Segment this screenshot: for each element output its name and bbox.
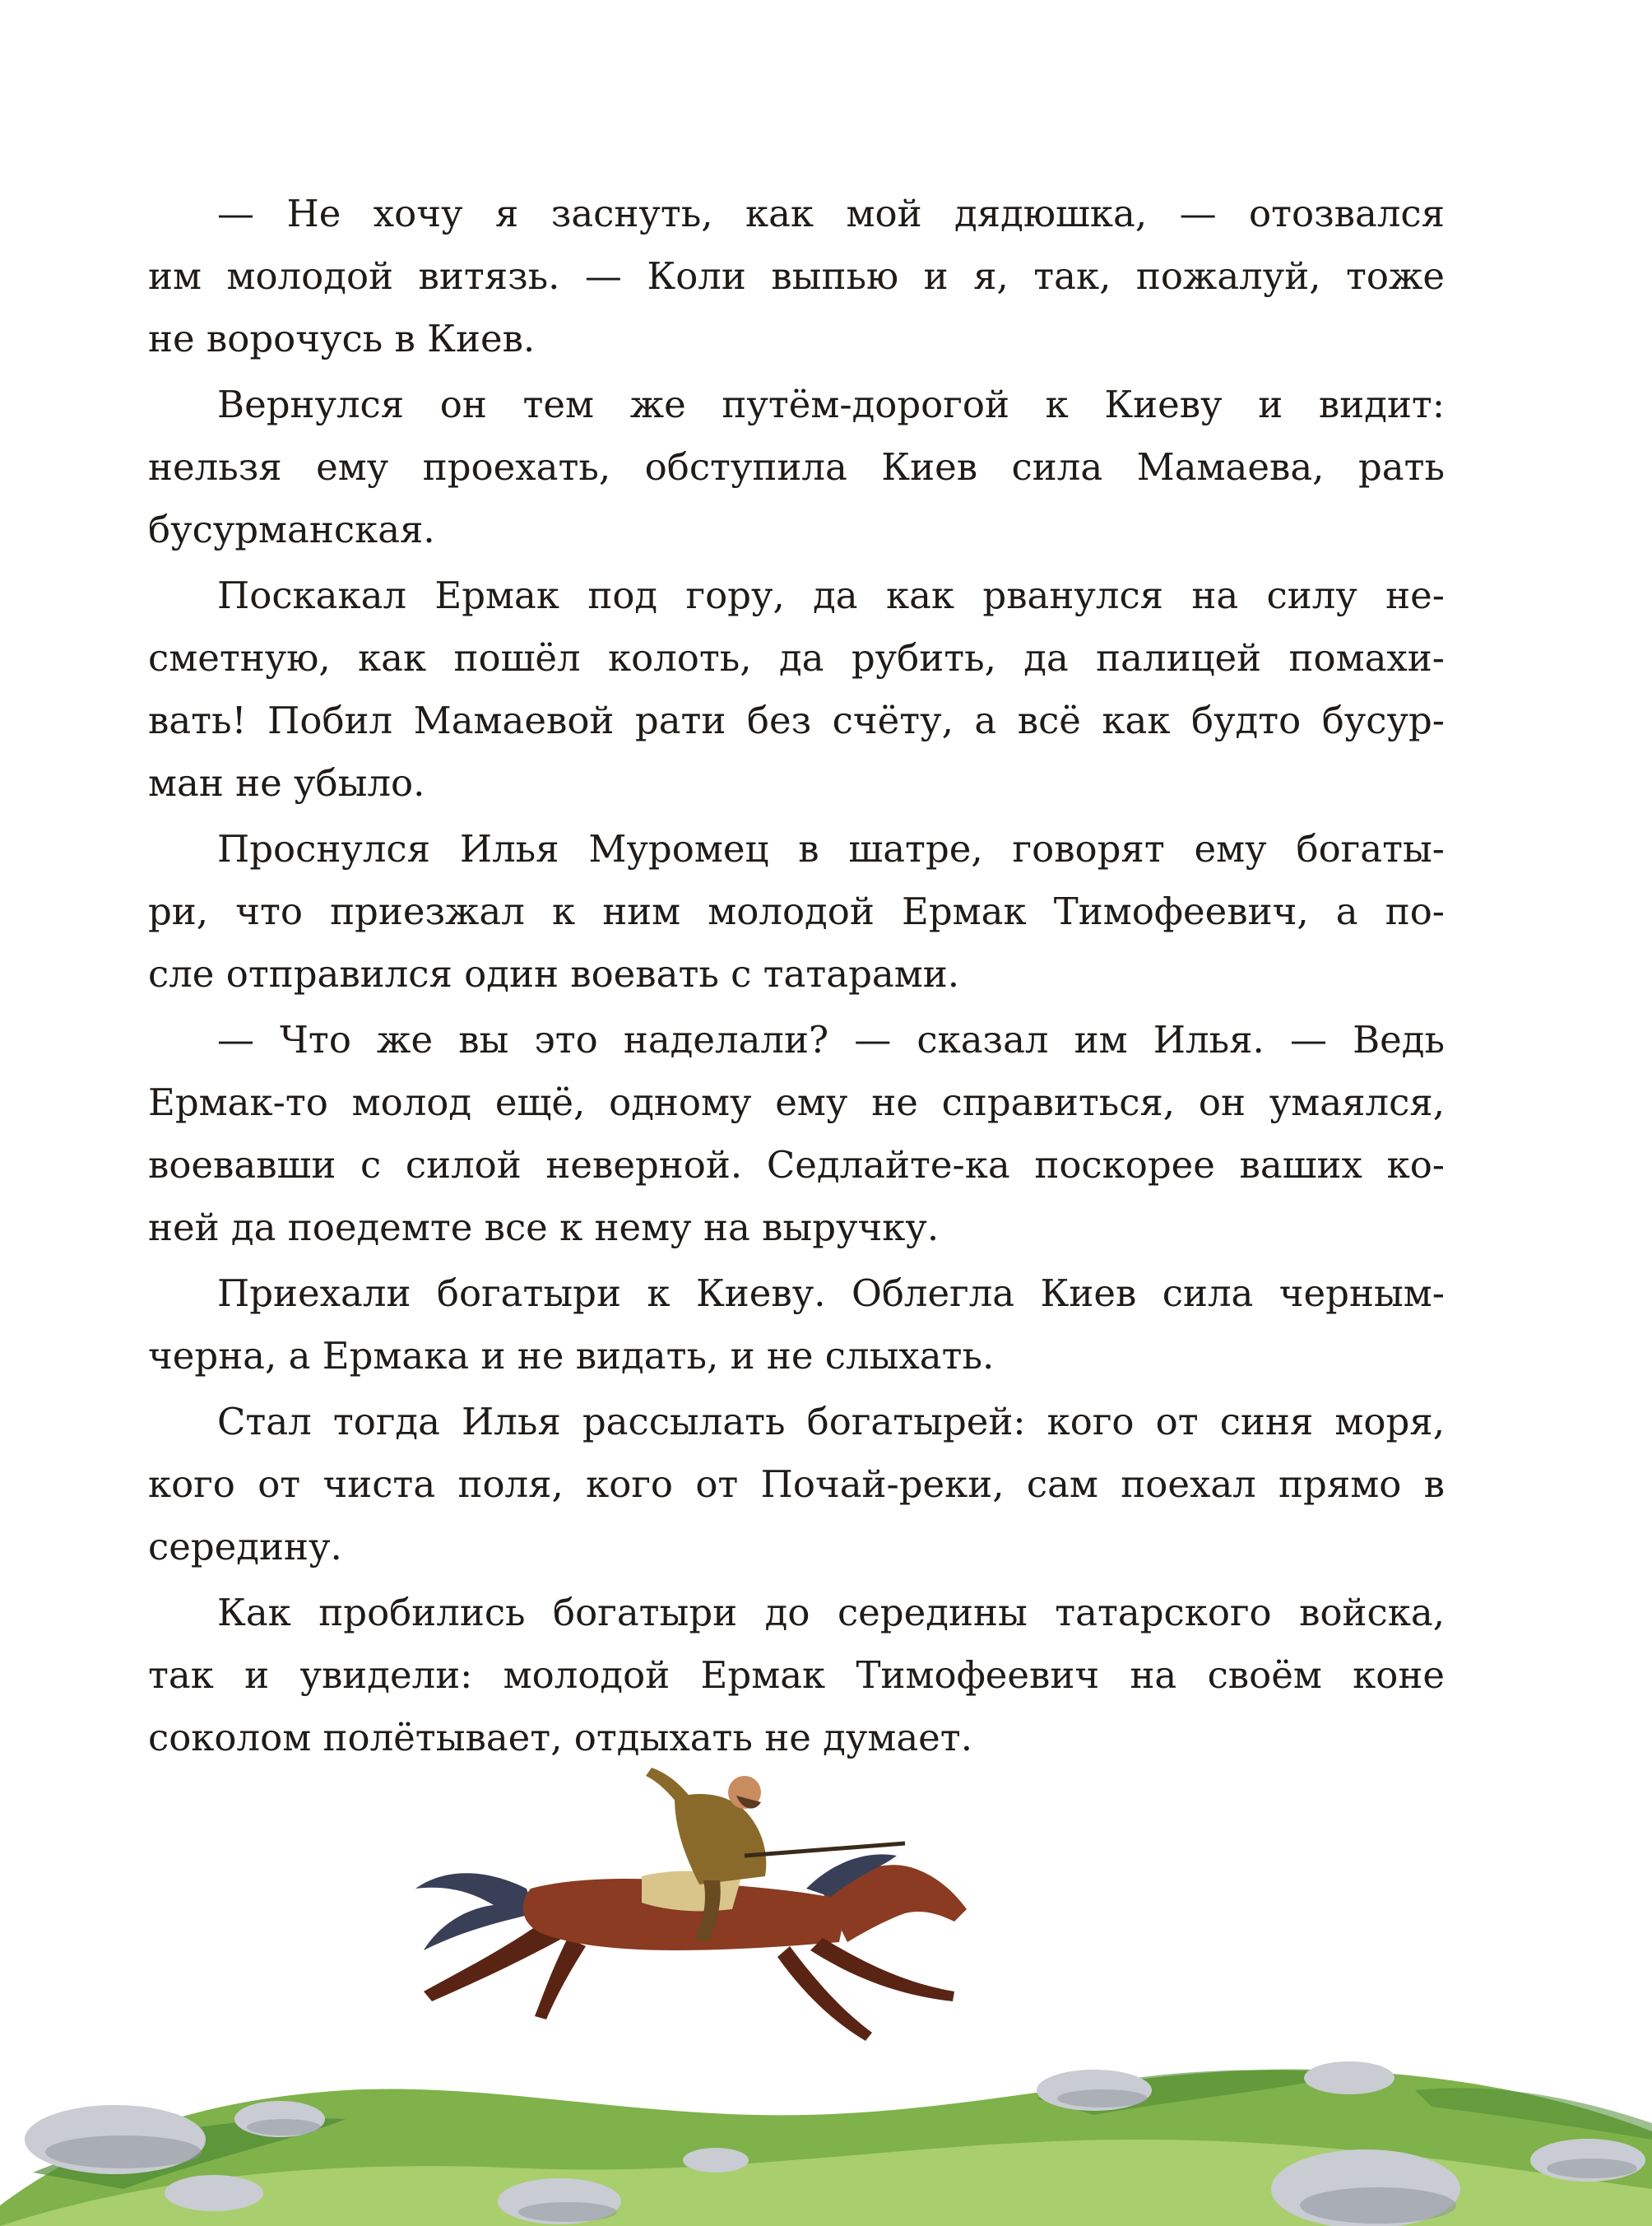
text-line: бусурманская. (148, 508, 435, 551)
horse-hind-leg (535, 1938, 586, 2019)
rock-icon (1271, 2149, 1460, 2226)
text-line: Вернулся он тем же путём-дорогой к Киеву и видит: (217, 383, 1445, 426)
paragraph-4 (148, 818, 1445, 1006)
rider-illustration (0, 1745, 1652, 2226)
text-line: кого от чиста поля, кого от Почай-реки, сам поехал прямо в (148, 1462, 1445, 1506)
paragraph-8 (148, 1582, 1445, 1769)
text-line: не ворочусь в Киев. (148, 317, 536, 360)
text-line: ней да поедемте все к нему на выручку. (148, 1206, 940, 1249)
text-line: Как пробились богатыри до середины татарского войска, (217, 1591, 1445, 1634)
paragraph-7 (148, 1391, 1445, 1578)
text-line: Проснулся Илья Муромец в шатре, говорят ему богаты- (217, 827, 1445, 871)
text-line: — Не хочу я заснуть, как мой дядюшка, — отозвался (217, 192, 1445, 235)
text-line: середину. (148, 1525, 342, 1568)
text-line: Приехали богатыри к Киеву. Облегла Киев сила черным- (217, 1271, 1445, 1315)
rock-icon (1037, 2070, 1152, 2111)
text-line: сметную, как пошёл колоть, да рубить, да палицей помахи- (148, 636, 1445, 680)
text-line: вать! Побил Мамаевой рати без счёту, а всё как будто бусур- (148, 699, 1445, 742)
paragraph-1 (148, 183, 1445, 370)
paragraph-6 (148, 1262, 1445, 1387)
text-line: ри, что приезжал к ним молодой Ермак Тимофеевич, а по- (148, 890, 1445, 933)
text-line: ман не убыло. (148, 761, 425, 805)
rock-icon (165, 2175, 263, 2211)
text-line: соколом полётывает, отдыхать не думает. (148, 1716, 972, 1759)
rock-icon (1530, 2139, 1645, 2182)
horse-rider-icon (415, 1768, 967, 2041)
rock-icon (234, 2101, 325, 2137)
rock-icon (25, 2105, 206, 2174)
rider-arm (646, 1768, 695, 1810)
rock-icon (683, 2148, 749, 2173)
story-text (148, 183, 1445, 1773)
text-line: сле отправился один воевать с татарами. (148, 952, 960, 996)
rock-icon (498, 2178, 621, 2224)
text-line: нельзя ему проехать, обступила Киев сила Мамаева, рать (148, 445, 1445, 489)
text-line: — Что же вы это наделали? — сказал им Илья. — Ведь (217, 1018, 1445, 1062)
paragraph-3 (148, 565, 1445, 815)
text-line: черна, а Ермака и не видать, и не слыхать. (148, 1334, 995, 1378)
text-line: Поскакал Ермак под гору, да как рванулся на силу не- (217, 574, 1445, 617)
text-line: воевавши с силой неверной. Седлайте-ка поскорее ваших ко- (148, 1143, 1445, 1187)
rock-icon (1304, 2061, 1394, 2094)
horse-front-leg (810, 1938, 954, 2001)
text-line: так и увидели: молодой Ермак Тимофеевич на своём коне (148, 1653, 1445, 1697)
rider-lance (745, 1843, 905, 1856)
paragraph-2 (148, 374, 1445, 561)
paragraph-5 (148, 1009, 1445, 1259)
text-line: им молодой витязь. — Коли выпью и я, так, пожалуй, тоже (148, 254, 1445, 298)
text-line: Ермак-то молод ещё, одному ему не справиться, он умаялся, (148, 1080, 1445, 1124)
text-line: Стал тогда Илья рассылать богатырей: кого от синя моря, (217, 1400, 1445, 1443)
horse-tail (415, 1873, 535, 1950)
